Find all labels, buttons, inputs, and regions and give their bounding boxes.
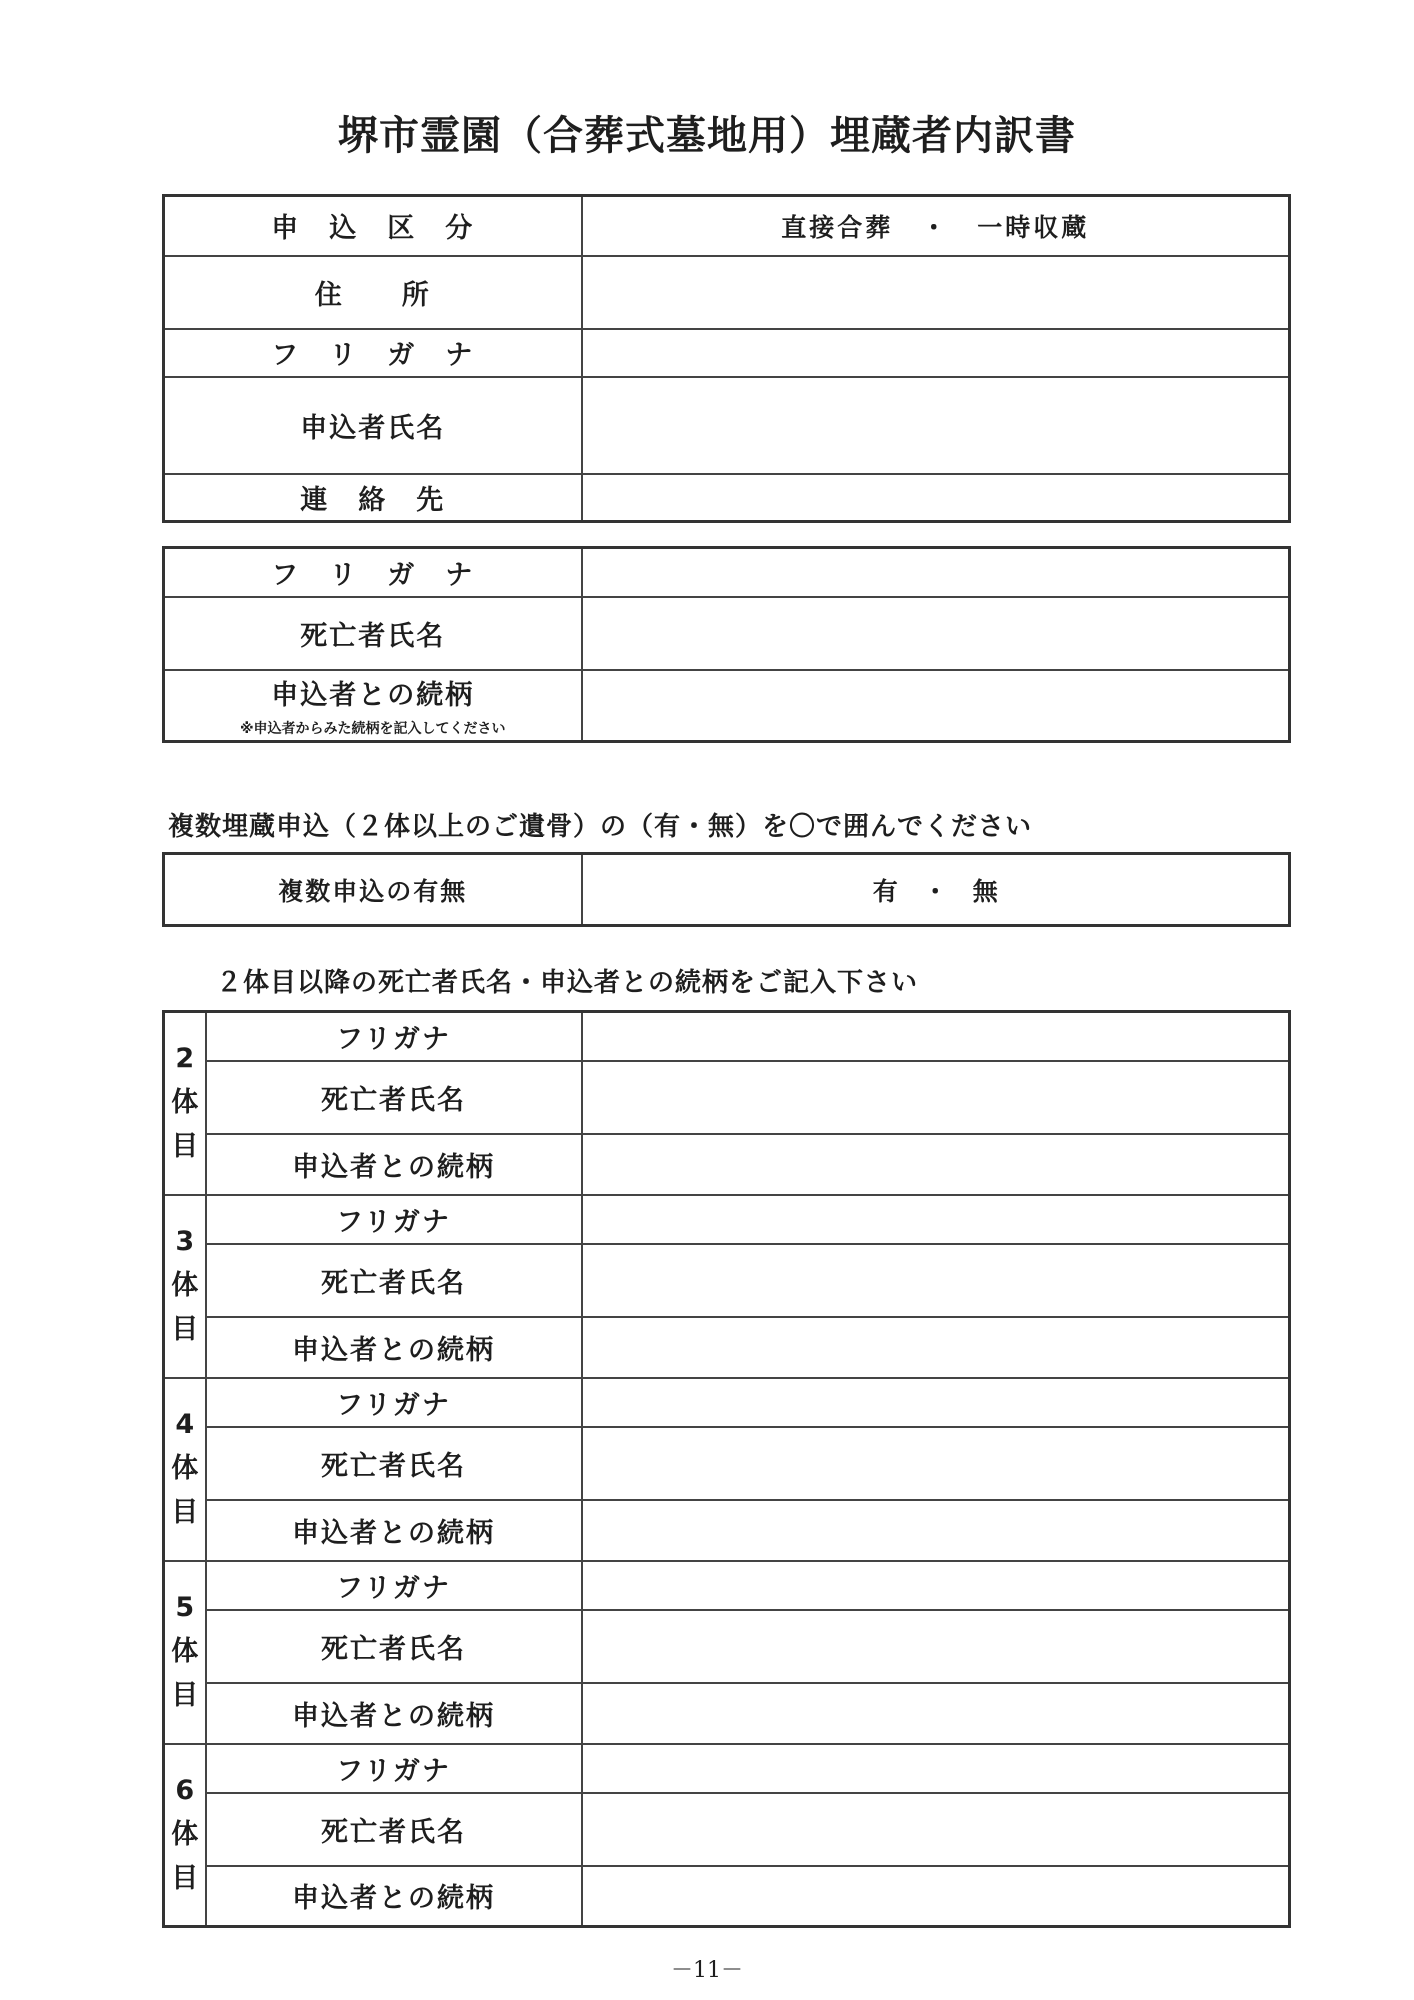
kana-field[interactable]: [582, 1012, 1290, 1061]
multiple-label: 複数申込の有無: [164, 854, 582, 926]
name-label: 死亡者氏名: [206, 1244, 582, 1317]
name-field[interactable]: [582, 1061, 1290, 1134]
deceased-table: [162, 546, 1291, 743]
relation-field[interactable]: [582, 1134, 1290, 1195]
deceased-name-field[interactable]: [582, 597, 1290, 670]
name-label: 死亡者氏名: [206, 1061, 582, 1134]
applicant-name-field[interactable]: [582, 377, 1290, 474]
ordinal-cell: 2 体 目: [164, 1012, 206, 1195]
table-row: [164, 1561, 1290, 1610]
relation-field[interactable]: [582, 1500, 1290, 1561]
table-row: [164, 1378, 1290, 1427]
kana-label: フリガナ: [206, 1195, 582, 1244]
applicant-table: [162, 194, 1291, 523]
relation-field[interactable]: [582, 670, 1290, 742]
name-label: 死亡者氏名: [206, 1793, 582, 1866]
table-row: [164, 1683, 1290, 1744]
additional-table: [162, 1010, 1291, 1928]
applicant-name-label: 申込者氏名: [164, 377, 582, 474]
ordinal-cell: 5 体 目: [164, 1561, 206, 1744]
table-row: [164, 1427, 1290, 1500]
name-field[interactable]: [582, 1793, 1290, 1866]
kana-label: フリガナ: [206, 1012, 582, 1061]
name-label: 死亡者氏名: [206, 1610, 582, 1683]
kana-field[interactable]: [582, 1378, 1290, 1427]
ordinal-cell: 3 体 目: [164, 1195, 206, 1378]
contact-field[interactable]: [582, 474, 1290, 522]
kana-field[interactable]: [582, 1195, 1290, 1244]
deceased-name-label: 死亡者氏名: [164, 597, 582, 670]
relation-field[interactable]: [582, 1683, 1290, 1744]
ordinal-cell: 4 体 目: [164, 1378, 206, 1561]
name-field[interactable]: [582, 1244, 1290, 1317]
name-field[interactable]: [582, 1610, 1290, 1683]
kana-label: フリガナ: [206, 1378, 582, 1427]
table-row: [164, 1500, 1290, 1561]
table-row: [164, 1744, 1290, 1793]
relation-cell: [164, 670, 582, 742]
ordinal-cell: 6 体 目: [164, 1744, 206, 1927]
table-row: [164, 1134, 1290, 1195]
kana-label: フリガナ: [206, 1561, 582, 1610]
table-row: [164, 1610, 1290, 1683]
relation-label: 申込者との続柄: [206, 1134, 582, 1195]
address-field[interactable]: [582, 256, 1290, 329]
deceased-kana-label: フ リ ガ ナ: [164, 548, 582, 597]
relation-label: 申込者との続柄: [206, 1500, 582, 1561]
page-number: －11－: [671, 1958, 743, 1983]
table-row: [164, 1866, 1290, 1927]
relation-label: 申込者との続柄: [206, 1317, 582, 1378]
kana-label: フリガナ: [206, 1744, 582, 1793]
name-label: 死亡者氏名: [206, 1427, 582, 1500]
table-row: [164, 1195, 1290, 1244]
table-row: [164, 1012, 1290, 1061]
contact-label: 連 絡 先: [164, 474, 582, 522]
multiple-options[interactable]: 有 ・ 無: [582, 854, 1290, 926]
applicant-kana-label: フ リ ガ ナ: [164, 329, 582, 377]
relation-label: 申込者との続柄: [206, 1866, 582, 1927]
relation-field[interactable]: [582, 1866, 1290, 1927]
category-options[interactable]: 直接合葬 ・ 一時収蔵: [582, 196, 1290, 256]
relation-label: 申込者との続柄: [206, 1683, 582, 1744]
category-label: 申 込 区 分: [164, 196, 582, 256]
address-label: 住 所: [164, 256, 582, 329]
table-row: [164, 1061, 1290, 1134]
multiple-instruction: 複数埋蔵申込（２体以上のご遺骨）の（有・無）を〇で囲んでください: [168, 812, 1033, 842]
page-title: 堺市霊園（合葬式墓地用）埋蔵者内訳書: [338, 113, 1076, 159]
kana-field[interactable]: [582, 1561, 1290, 1610]
applicant-kana-field[interactable]: [582, 329, 1290, 377]
table-row: [164, 1244, 1290, 1317]
relation-field[interactable]: [582, 1317, 1290, 1378]
relation-label: 申込者との続柄: [271, 679, 475, 711]
table-row: [164, 1793, 1290, 1866]
additional-instruction: ２体目以降の死亡者氏名・申込者との続柄をご記入下さい: [216, 968, 919, 998]
table-row: [164, 1317, 1290, 1378]
deceased-kana-field[interactable]: [582, 548, 1290, 597]
multiple-table: [162, 852, 1291, 927]
relation-note: ※申込者からみた続柄を記入してください: [239, 720, 506, 737]
name-field[interactable]: [582, 1427, 1290, 1500]
kana-field[interactable]: [582, 1744, 1290, 1793]
